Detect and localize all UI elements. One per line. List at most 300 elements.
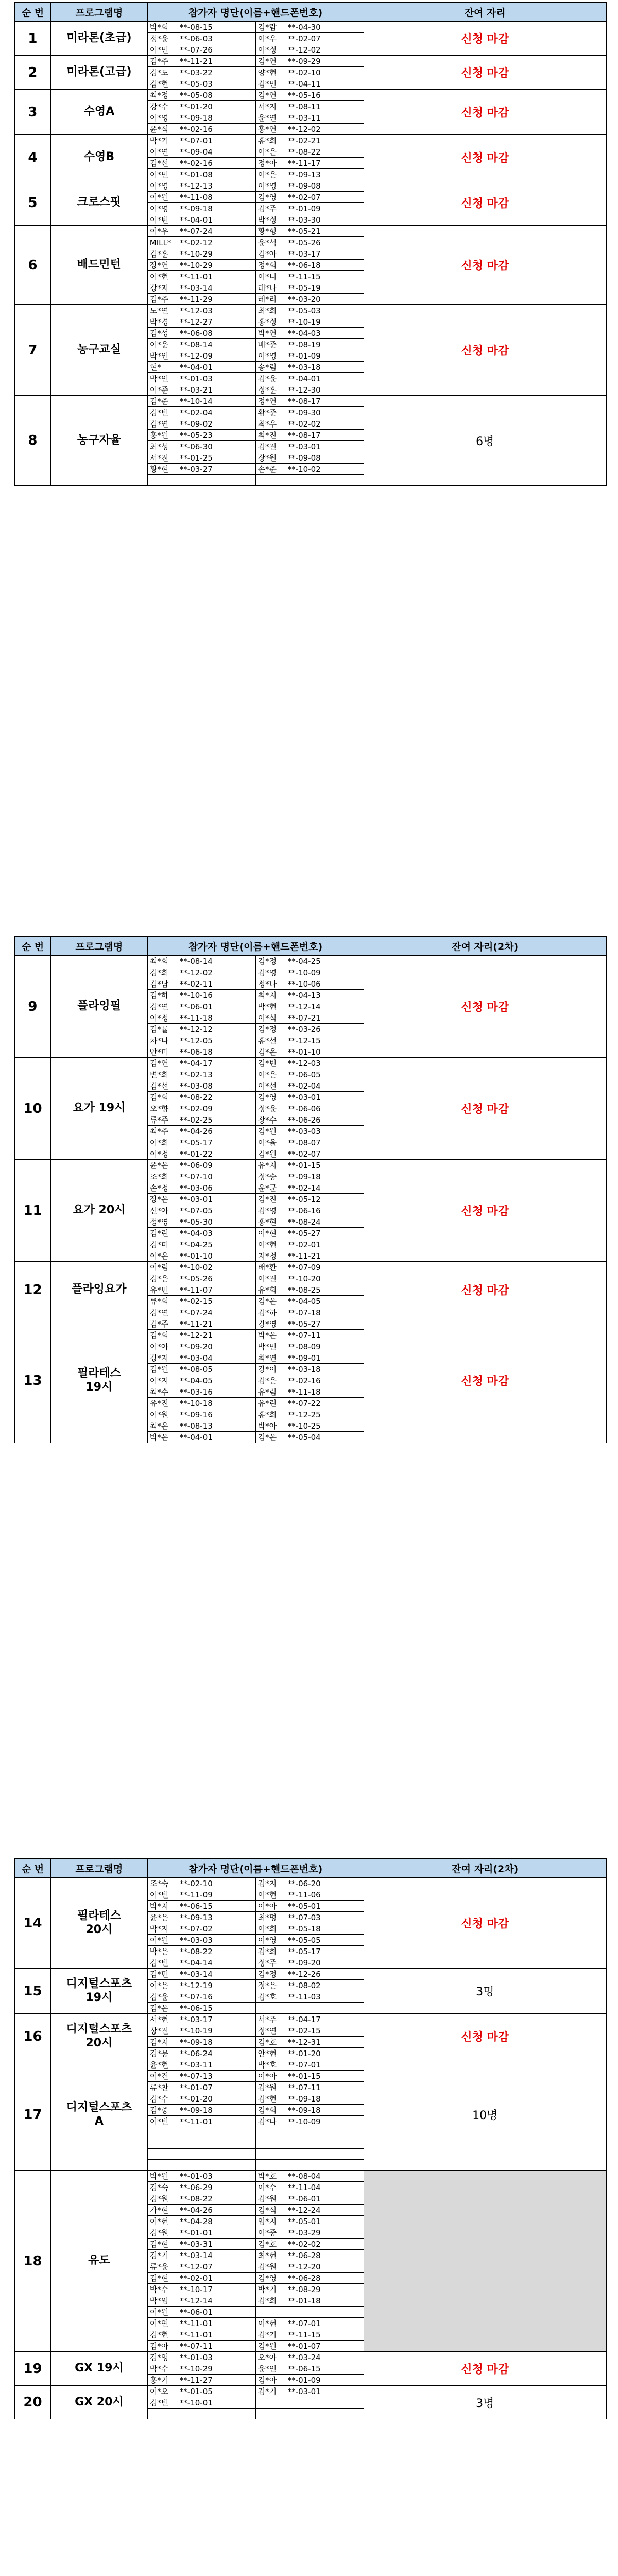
participant-name: 박*기 — [149, 136, 169, 145]
participant-cell — [255, 1194, 364, 1205]
participant-phone: **-08-22 — [287, 147, 321, 157]
column-header-remaining: 잔여 자리(2차) — [364, 1859, 606, 1878]
participant-cell — [255, 418, 364, 430]
participant-name: 이*은 — [258, 147, 277, 157]
participant-phone: **-11-04 — [287, 2183, 321, 2192]
table-row — [15, 2171, 607, 2182]
participant-name: 김*빈 — [149, 2398, 169, 2408]
participant-name: 김*원 — [258, 1149, 277, 1159]
participant-name: 윤*연 — [258, 113, 277, 123]
participant-cell — [147, 67, 255, 78]
participant-name: 김*선 — [149, 159, 169, 168]
participant-cell — [255, 2025, 364, 2037]
participant-name: 이*연 — [149, 147, 169, 157]
participant-phone: **-12-12 — [179, 1025, 213, 1034]
participant-cell — [255, 452, 364, 464]
program-name: 플라잉필 — [50, 956, 147, 1058]
participant-phone: **-11-07 — [179, 1285, 213, 1295]
participant-name: 이*원 — [149, 193, 169, 202]
participant-cell — [255, 2307, 364, 2318]
participant-phone: **-12-31 — [287, 2038, 321, 2047]
participant-name: 최*진 — [258, 431, 277, 440]
participant-phone: **-03-24 — [287, 2353, 321, 2362]
status-closed: 신청 마감 — [364, 956, 606, 1058]
participant-cell — [255, 101, 364, 112]
participant-name: 최*주 — [149, 1127, 169, 1136]
participant-name: 이*현 — [149, 2217, 169, 2226]
participant-name: 이*림 — [149, 1263, 169, 1272]
participant-phone: **-06-24 — [179, 2049, 213, 2058]
participant-phone: **-06-01 — [179, 2308, 213, 2317]
participant-phone: **-07-24 — [179, 1308, 213, 1317]
table-row — [15, 22, 607, 33]
participant-name: 이*빈 — [149, 215, 169, 225]
participant-phone: **-02-09 — [179, 1104, 213, 1113]
participant-cell — [255, 1228, 364, 1239]
participant-cell — [147, 475, 255, 486]
participant-cell — [147, 2105, 255, 2116]
participant-phone: **-09-20 — [179, 1342, 213, 1351]
participant-phone: **-04-01 — [179, 215, 213, 225]
participant-cell — [255, 305, 364, 316]
participant-cell — [147, 124, 255, 135]
participant-cell — [255, 2329, 364, 2341]
participant-phone: **-12-03 — [287, 1059, 321, 1068]
program-number: 7 — [15, 305, 51, 396]
program-name: 수영B — [50, 135, 147, 180]
participant-phone: **-11-17 — [287, 159, 321, 168]
participant-phone: **-03-01 — [287, 1093, 321, 1102]
participant-name: 윤*식 — [149, 125, 169, 134]
participant-phone: **-03-18 — [287, 363, 321, 372]
participant-name: 김*정 — [258, 1025, 277, 1034]
program-name: 디지털스포츠 19시 — [50, 1969, 147, 2014]
participant-name: 윤*균 — [258, 1183, 277, 1193]
participant-name: 김*주 — [258, 204, 277, 213]
participant-cell — [147, 2284, 255, 2295]
participant-cell — [255, 316, 364, 328]
participant-phone: **-11-01 — [179, 2117, 213, 2126]
participant-cell — [147, 1935, 255, 1946]
participant-name: 레*나 — [258, 283, 277, 293]
participant-phone: **-05-30 — [179, 1217, 213, 1227]
participant-phone: **-03-04 — [179, 1353, 213, 1363]
participant-name: 정*승 — [258, 1172, 277, 1181]
participant-name: 김*원 — [258, 2083, 277, 2092]
participant-phone: **-06-01 — [179, 1002, 213, 1011]
participant-phone: **-03-03 — [287, 1127, 321, 1136]
program-number: 18 — [15, 2171, 51, 2352]
participant-phone: **-11-08 — [179, 193, 213, 202]
table-row — [15, 90, 607, 101]
program-number: 16 — [15, 2014, 51, 2059]
participant-phone: **-12-13 — [179, 181, 213, 191]
participant-name: 정*훈 — [258, 385, 277, 395]
participant-cell — [255, 1957, 364, 1969]
participant-cell — [255, 1284, 364, 1296]
status-closed: 신청 마감 — [364, 1878, 606, 1969]
participant-phone: **-09-20 — [287, 1958, 321, 1968]
participant-name: 정*윤 — [258, 1104, 277, 1113]
participant-cell — [255, 1114, 364, 1126]
participant-name: 김*아 — [258, 2376, 277, 2385]
participant-name: 이*아 — [258, 1902, 277, 1911]
participant-phone: **-10-29 — [179, 261, 213, 270]
participant-cell — [255, 2239, 364, 2250]
participant-name: 김*현 — [149, 2330, 169, 2340]
participant-cell — [147, 1923, 255, 1935]
participant-name: 장*원 — [258, 453, 277, 463]
participant-cell — [255, 1058, 364, 1069]
participant-phone: **-01-09 — [287, 2376, 321, 2385]
participant-phone: **-05-17 — [179, 1138, 213, 1147]
participant-cell — [147, 1946, 255, 1957]
participant-name: 유*민 — [149, 1285, 169, 1295]
participant-phone: **-06-28 — [287, 2251, 321, 2260]
participant-cell — [147, 2375, 255, 2386]
program-name: 미라톤(고급) — [50, 56, 147, 90]
participant-cell — [255, 1991, 364, 2003]
schedule-table — [14, 936, 607, 1443]
participant-phone: **-05-16 — [287, 91, 321, 100]
participant-phone: **-03-01 — [287, 442, 321, 451]
participant-name: 김*연 — [149, 1002, 169, 1011]
participant-cell — [147, 2193, 255, 2205]
table-row — [15, 135, 607, 146]
column-header-participants: 참가자 명단(이름+핸드폰번호) — [147, 1859, 364, 1878]
status-remaining — [364, 2171, 606, 2352]
participant-phone: **-04-28 — [179, 2217, 213, 2226]
participant-cell — [147, 1969, 255, 1980]
participant-phone: **-05-26 — [287, 238, 321, 247]
participant-phone: **-10-02 — [179, 1263, 213, 1272]
participant-phone: **-12-26 — [287, 1970, 321, 1979]
participant-cell — [147, 328, 255, 339]
participant-cell — [255, 2409, 364, 2419]
program-name: 크로스핏 — [50, 180, 147, 226]
participant-phone: **-01-22 — [179, 1149, 213, 1159]
participant-name: 김*지 — [149, 2038, 169, 2047]
participant-phone: **-04-26 — [179, 2206, 213, 2215]
participant-name: 김*원 — [258, 2262, 277, 2272]
participant-cell — [255, 1352, 364, 1364]
participant-phone: **-02-13 — [179, 1070, 213, 1079]
participant-phone: **-08-07 — [287, 1138, 321, 1147]
participant-name: 김*원 — [258, 2194, 277, 2204]
participant-name: 이*아 — [258, 2072, 277, 2081]
participant-phone: **-10-29 — [179, 2364, 213, 2374]
participant-phone: **-10-18 — [179, 1399, 213, 1408]
participant-cell — [147, 2025, 255, 2037]
participant-cell — [147, 78, 255, 90]
participant-phone: **-03-03 — [179, 1936, 213, 1945]
schedule-table — [14, 1858, 607, 2419]
participant-cell — [147, 44, 255, 56]
participant-cell — [147, 2071, 255, 2082]
participant-phone: **-01-09 — [287, 351, 321, 361]
participant-name: 김*기 — [258, 2387, 277, 2396]
participant-phone: **-03-31 — [179, 2240, 213, 2249]
participant-cell — [147, 978, 255, 990]
participant-cell — [147, 214, 255, 226]
program-name: 유도 — [50, 2171, 147, 2352]
participant-phone: **-04-01 — [179, 1433, 213, 1442]
participant-cell — [255, 192, 364, 203]
status-closed: 신청 마감 — [364, 305, 606, 396]
participant-phone: **-07-10 — [179, 1172, 213, 1181]
participant-cell — [147, 1420, 255, 1432]
participant-phone: **-12-02 — [179, 968, 213, 977]
participant-cell — [147, 1046, 255, 1058]
participant-name: 김*현 — [149, 2274, 169, 2283]
participant-phone: **-08-22 — [179, 1947, 213, 1956]
participant-cell — [147, 226, 255, 237]
participant-name: 김*영 — [258, 2274, 277, 2283]
participant-cell — [255, 2205, 364, 2216]
participant-name: 이*원 — [149, 1410, 169, 1419]
participant-name: 변*희 — [149, 1070, 169, 1079]
participant-name: 김*은 — [258, 1433, 277, 1442]
participant-cell — [255, 1375, 364, 1386]
participant-cell — [147, 2127, 255, 2138]
participant-cell — [255, 226, 364, 237]
participant-name: 손*정 — [149, 1183, 169, 1193]
participant-name: 김*훈 — [149, 249, 169, 259]
participant-cell — [147, 384, 255, 396]
participant-name: 박*호 — [258, 2172, 277, 2181]
participant-phone: **-06-26 — [287, 1115, 321, 1125]
participant-name: 김*지 — [258, 1879, 277, 1888]
participant-cell — [147, 1398, 255, 1409]
table-row — [15, 2352, 607, 2363]
participant-cell — [255, 1946, 364, 1957]
status-closed: 신청 마감 — [364, 2014, 606, 2059]
participant-name: 박*아 — [258, 1421, 277, 1431]
participant-phone: **-04-25 — [287, 957, 321, 966]
participant-phone: **-05-27 — [287, 1229, 321, 1238]
program-number: 1 — [15, 22, 51, 56]
participant-name: 이*지 — [149, 1376, 169, 1385]
participant-cell — [255, 1969, 364, 1980]
status-closed: 신청 마감 — [364, 135, 606, 180]
participant-name: 류*희 — [149, 1297, 169, 1306]
participant-cell — [255, 1901, 364, 1912]
participant-name: 황*형 — [258, 227, 277, 236]
status-remaining: 3명 — [364, 1969, 606, 2014]
participant-name: 홍*희 — [258, 1410, 277, 1419]
participant-phone: **-03-17 — [287, 249, 321, 259]
participant-name: 홍*현 — [258, 1217, 277, 1227]
program-number: 13 — [15, 1318, 51, 1443]
table-row — [15, 180, 607, 192]
participant-name: 김*호 — [258, 2038, 277, 2047]
participant-cell — [255, 1330, 364, 1341]
participant-name: 김*정 — [258, 1970, 277, 1979]
participant-cell — [147, 1137, 255, 1148]
participant-cell — [147, 2059, 255, 2071]
participant-cell — [147, 1375, 255, 1386]
participant-cell — [147, 2397, 255, 2409]
participant-phone: **-03-30 — [287, 215, 321, 225]
table-row — [15, 226, 607, 237]
participant-cell — [255, 2003, 364, 2014]
participant-cell — [255, 1318, 364, 1330]
participant-phone: **-01-07 — [179, 2083, 213, 2092]
participant-name: 김*중 — [149, 2106, 169, 2115]
participant-name: 이*현 — [258, 1229, 277, 1238]
participant-phone: **-05-17 — [287, 1947, 321, 1956]
participant-cell — [147, 1114, 255, 1126]
participant-cell — [147, 430, 255, 441]
participant-name: 김*도 — [149, 68, 169, 77]
participant-name: 윤*은 — [149, 1913, 169, 1922]
participant-cell — [147, 1432, 255, 1443]
participant-name: 김*기 — [149, 2251, 169, 2260]
participant-phone: **-08-04 — [287, 2172, 321, 2181]
participant-name: 안*미 — [149, 1047, 169, 1057]
column-header-program: 프로그램명 — [50, 937, 147, 956]
participant-cell — [147, 2341, 255, 2352]
participant-name: 이*율 — [258, 1138, 277, 1147]
participant-phone: **-12-20 — [287, 2262, 321, 2272]
participant-phone: **-08-13 — [179, 1421, 213, 1431]
participant-cell — [255, 1878, 364, 1889]
participant-cell — [147, 1069, 255, 1080]
participant-name: 김*민 — [149, 1970, 169, 1979]
participant-cell — [147, 441, 255, 452]
participant-name: 김*남 — [149, 979, 169, 989]
participant-phone: **-08-11 — [287, 102, 321, 111]
participant-cell — [147, 305, 255, 316]
program-name: GX 20시 — [50, 2386, 147, 2419]
participant-cell — [255, 248, 364, 260]
participant-cell — [147, 1035, 255, 1046]
participant-cell — [255, 384, 364, 396]
column-header-no: 순 번 — [15, 3, 51, 22]
participant-name: 이*아 — [149, 1342, 169, 1351]
participant-name: 장*은 — [149, 1195, 169, 1204]
participant-name: 손*준 — [258, 465, 277, 474]
participant-cell — [147, 1991, 255, 2003]
participant-cell — [255, 1386, 364, 1398]
participant-name: 유*린 — [258, 1399, 277, 1408]
participant-name: 이*영 — [149, 204, 169, 213]
participant-cell — [147, 1001, 255, 1012]
participant-cell — [147, 1273, 255, 1284]
participant-name: 최*현 — [258, 2251, 277, 2260]
participant-name: MILL* — [149, 238, 171, 247]
participant-name: 최*수 — [149, 1387, 169, 1397]
participant-cell — [147, 2352, 255, 2363]
participant-phone: **-05-03 — [287, 306, 321, 315]
participant-cell — [147, 2093, 255, 2105]
participant-name: 김*준 — [149, 397, 169, 406]
participant-name: 홍*선 — [258, 1036, 277, 1045]
participant-cell — [255, 1035, 364, 1046]
participant-cell — [255, 2273, 364, 2284]
participant-cell — [147, 1296, 255, 1307]
participant-name: 박*희 — [149, 23, 169, 32]
participant-cell — [255, 1092, 364, 1103]
participant-cell — [255, 67, 364, 78]
participant-name: 김*선 — [149, 1081, 169, 1091]
participant-phone: **-06-15 — [179, 1902, 213, 1911]
participant-name: 김*진 — [258, 442, 277, 451]
participant-name: 최*우 — [258, 419, 277, 429]
participant-cell — [147, 135, 255, 146]
participant-name: 이*빈 — [149, 2117, 169, 2126]
participant-name: 김*은 — [149, 1274, 169, 1283]
participant-name: 김*희 — [149, 1093, 169, 1102]
program-name: 배드민턴 — [50, 226, 147, 305]
participant-cell — [255, 475, 364, 486]
participant-phone: **-01-08 — [179, 170, 213, 179]
participant-phone: **-11-15 — [287, 2330, 321, 2340]
participant-name: 최*정 — [149, 91, 169, 100]
participant-phone: **-06-30 — [179, 442, 213, 451]
participant-cell — [255, 2216, 364, 2227]
participant-cell — [147, 1126, 255, 1137]
participant-phone: **-10-19 — [179, 2026, 213, 2036]
participant-phone: **-03-11 — [179, 2060, 213, 2070]
participant-cell — [255, 1137, 364, 1148]
table-row — [15, 2386, 607, 2397]
participant-name: 박*호 — [258, 2060, 277, 2070]
participant-name: 홍*정 — [258, 317, 277, 327]
participant-cell — [255, 2193, 364, 2205]
participant-phone: **-03-27 — [179, 465, 213, 474]
participant-phone: **-03-20 — [287, 295, 321, 304]
participant-name: 이*은 — [258, 1070, 277, 1079]
participant-phone: **-09-16 — [179, 1410, 213, 1419]
participant-name: 유*지 — [258, 1161, 277, 1170]
participant-cell — [147, 1080, 255, 1092]
participant-phone: **-03-14 — [179, 2251, 213, 2260]
participant-name: 신*아 — [149, 1206, 169, 1215]
participant-cell — [147, 260, 255, 271]
participant-name: 박*수 — [149, 2364, 169, 2374]
participant-name: 차*나 — [149, 1036, 169, 1045]
participant-cell — [147, 1092, 255, 1103]
participant-phone: **-05-04 — [287, 1433, 321, 1442]
participant-name: 김*호 — [258, 1992, 277, 2002]
participant-cell — [255, 1432, 364, 1443]
participant-phone: **-08-05 — [179, 1365, 213, 1374]
participant-cell — [147, 362, 255, 373]
participant-phone: **-12-09 — [179, 351, 213, 361]
participant-name: 이*현 — [258, 1240, 277, 1249]
participant-name: 김*하 — [258, 1308, 277, 1317]
table-row — [15, 1878, 607, 1889]
participant-phone: **-11-29 — [179, 295, 213, 304]
participant-phone: **-07-11 — [179, 2342, 213, 2351]
table-row — [15, 56, 607, 67]
status-remaining: 10명 — [364, 2059, 606, 2171]
participant-name: 서*진 — [149, 453, 169, 463]
participant-phone: **-08-17 — [287, 431, 321, 440]
participant-name: 박*은 — [149, 1433, 169, 1442]
participant-name: 이*진 — [258, 1274, 277, 1283]
participant-name: 정*연 — [258, 2026, 277, 2036]
participant-cell — [147, 2409, 255, 2419]
program-number: 2 — [15, 56, 51, 90]
column-header-no: 순 번 — [15, 1859, 51, 1878]
participant-cell — [255, 1171, 364, 1182]
participant-cell — [255, 90, 364, 101]
participant-phone: **-01-01 — [179, 2228, 213, 2238]
participant-name: 김*아 — [149, 2342, 169, 2351]
participant-cell — [147, 1318, 255, 1330]
